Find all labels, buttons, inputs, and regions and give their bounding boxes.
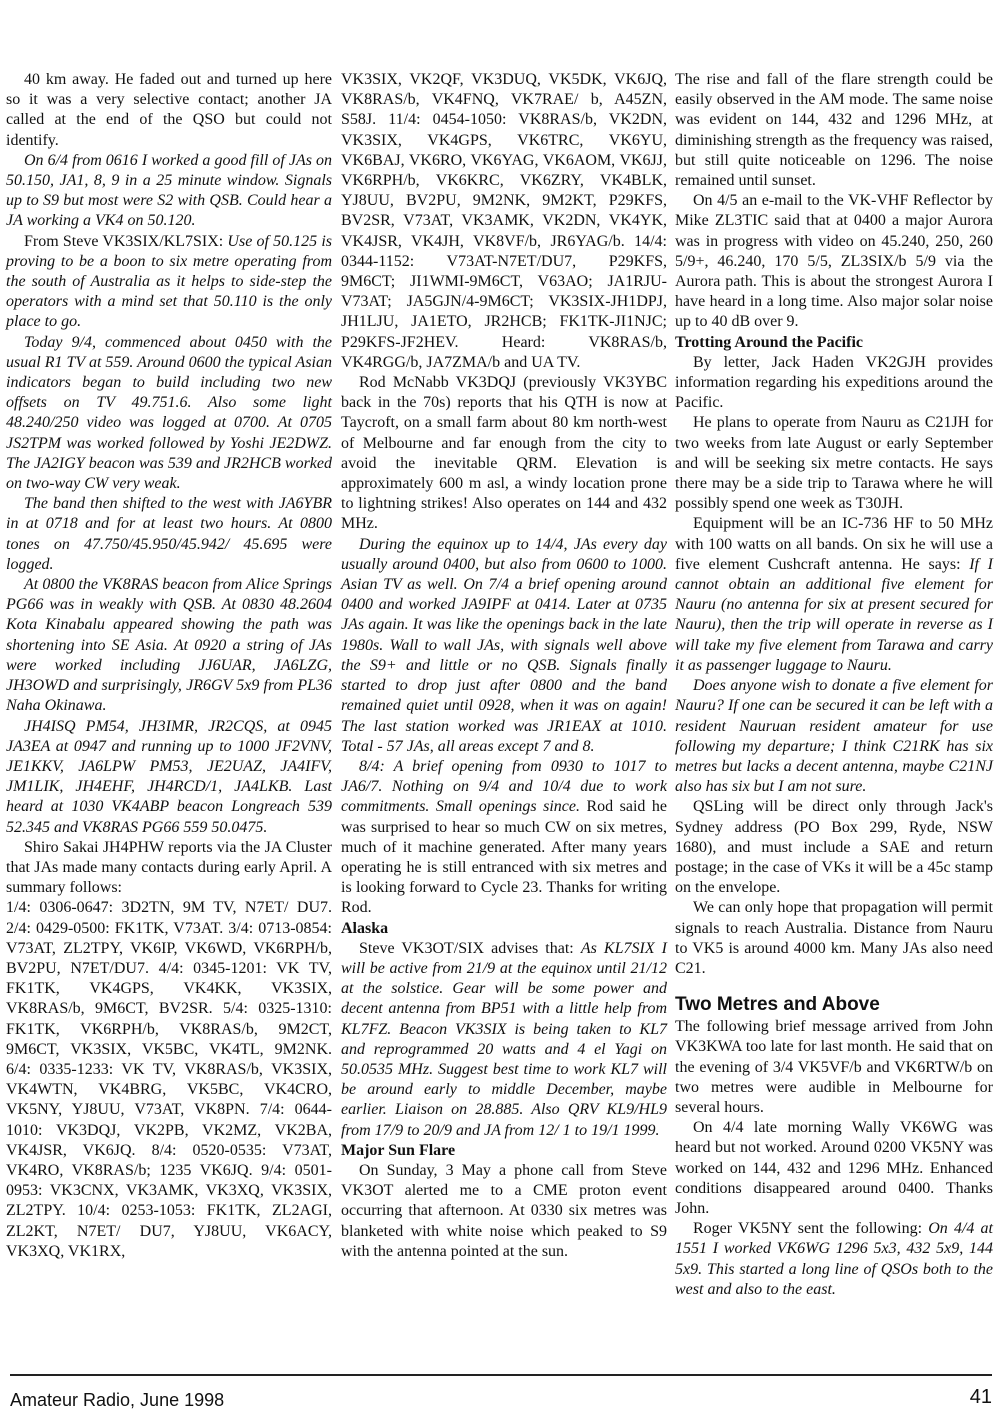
paragraph-text: Does anyone wish to donate a five element for Nauru? If one can be secured it can be left with a resident Nauruan resident amateur for use following my departure; I think C21RK has six metres but lacks a decent antenna, maybe C21NJ also has six but I am not sure.: [675, 677, 993, 796]
paragraph: [675, 1118, 993, 1219]
paragraph: [6, 898, 332, 1262]
paragraph: [6, 494, 332, 575]
paragraph-text: The band then shifted to the west with JA6YBR in at 0718 and for at least two hours. At 0800 tones on 47.750/45.950/45.942/ 45.695 were logged.: [6, 495, 332, 573]
column-2: [341, 70, 667, 1262]
paragraph: [675, 676, 993, 797]
paragraph: [341, 939, 667, 1141]
paragraph-text: Steve VK3OT/SIX advises that:: [359, 939, 581, 957]
paragraph-text: JH4ISQ PM54, JH3IMR, JR2CQS, at 0945 JA3EA at 0947 and running up to 1000 JF2VNV, JE1KKV, JA6LPW PM53, JE2UAZ, JA4IFV, JM1LIK, JH4EHF, JH4RCD/1, JA4LKB. Last heard at 1030 VK4ABP beacon Longreach 539 52.345 and VK8RAS PG66 559 50.0475.: [6, 717, 332, 836]
paragraph-text: At 0800 the VK8RAS beacon from Alice Springs PG66 was in weakly with QSB. At 0830 48.2604 Kota Kinabalu appeared showing the path was shortening into SE Asia. At 0920 a string of JAs were worked including JJ6UAR, JA6LZG, JH3OWD and surprisingly, JR6GV 5x9 from PL36 Naha Okinawa.: [6, 576, 332, 715]
paragraph: [6, 151, 332, 232]
paragraph-text: We can only hope that propagation will permit signals to reach Australia. Distance from Nauru to VK5 is around 4000 km. Many JAs also need C21.: [675, 899, 993, 977]
paragraph-italic-text: Use of 50.125 is proving to be a boon to six metre operating from the south of Australia as it helps to side-step the operators with a mind set that 50.110 is the only place to go.: [6, 232, 332, 331]
paragraph-text: 40 km away. He faded out and turned up here so it was a very selective contact; another JA called at the end of the QSO but could not identify.: [6, 71, 332, 149]
paragraph-text: Two Metres and Above: [675, 994, 880, 1016]
paragraph-text: Major Sun Flare: [341, 1141, 456, 1159]
subheading: [675, 333, 993, 353]
paragraph-text: QSLing will be direct only through Jack's Sydney address (PO Box 299, Ryde, NSW 1680), and must include a SAE and return postage; in the case of VKs it will be a 45c stamp on the envelope.: [675, 798, 993, 897]
paragraph-text: Shiro Sakai JH4PHW reports via the JA Cluster that JAs made many contacts during early April. A summary follows:: [6, 838, 332, 897]
paragraph-text: 8/4: A brief opening from 0930 to 1017 to JA6/7. Nothing on 9/4 and 10/4 due to work commitments. Small openings since.: [341, 757, 667, 816]
paragraph: [6, 70, 332, 151]
paragraph: [6, 232, 332, 333]
paragraph-text: VK3SIX, VK2QF, VK3DUQ, VK5DK, VK6JQ, VK8RAS/b, VK4FNQ, VK7RAE/ b, A45ZN, S58J. 11/4: 0454-1050: VK8RAS/b, VK2DN, VK3SIX, VK4GPS, VK6TRC, VK6YU, VK6BAJ, VK6RO, VK6YAG, VK6AOM, VK6JJ, VK6RPH/b, VK6KRC, VK6ZRY, VK4BLK, YJ8UU, BV2PU, 9M2NK, 9M2KT, P29KFS, BV2SR, V73AT, VK3AMK, VK2DN, VK4YK, VK4JSR, VK4JH, VK8VF/b, JR6YAG/b. 14/4: 0344-1152: V73AT-N7ET/DU7, P29KFS, 9M6CT; JI1WMI-9M6CT, V63AO; JA1RJU-V73AT; JA5GJN/4-9M6CT; VK3SIX-JH1DPJ, JH1LJU, JA1ETO, JR2HCB; FK1TK-JI1NJC; P29KFS-JF2HEV. Heard: VK8RAS/b, VK4RGG/b, JA7ZMA/b and UA TV.: [341, 71, 667, 371]
paragraph: [675, 413, 993, 514]
paragraph: [675, 797, 993, 898]
paragraph: [675, 353, 993, 414]
paragraph: [675, 191, 993, 332]
paragraph-text: He plans to operate from Nauru as C21JH for two weeks from late August or early September and will be seeking six metre contacts. He says there may be a side trip to Tarawa where he will possibly spend one week as T30JH.: [675, 414, 993, 513]
paragraph: [341, 1161, 667, 1262]
paragraph-text: On Sunday, 3 May a phone call from Steve VK3OT alerted me to a CME proton event occurring that afternoon. At 0330 six metres was blanketed with white noise which peaked to S9 with the antenna pointed at the sun.: [341, 1161, 667, 1260]
paragraph-text: Alaska: [341, 919, 389, 937]
paragraph-text: Trotting Around the Pacific: [675, 333, 863, 351]
paragraph-text: The following brief message arrived from John VK3KWA too late for last month. He said that on the evening of 3/4 VK5VF/b and VK6RTW/b on two metres were audible in Melbourne for several hours.: [675, 1018, 993, 1116]
paragraph-italic-text: As KL7SIX I will be active from 21/9 at the equinox until 21/12 at the solstice. Gear will be some power and decent antenna from BP51 with a little help from KL7FZ. Beacon VK3SIX is being taken to KL7 and reprogrammed 20 watts and 4 el Yagi on 50.0535 MHz. Suggest best time to work KL7 will be around early to middle December, maybe earlier. Liaison on 28.885. Also QRV KL9/HL9 from 17/9 to 20/9 and JA from 12/ 1 to 19/1 1999.: [341, 939, 668, 1139]
paragraph: [675, 1219, 993, 1300]
paragraph: [675, 70, 993, 191]
paragraph-text: On 6/4 from 0616 I worked a good fill of JAs on 50.150, JA1, 8, 9 in a 25 minute window. Signals up to S9 but most were S2 with QSB. Could hear a JA working a VK4 on 50.120.: [6, 151, 332, 230]
page-footer: [10, 1374, 992, 1410]
paragraph: [6, 717, 332, 838]
paragraph-italic-text: If I cannot obtain an additional five element for Nauru (no antenna for six at present secured for Nauru), then the trip will operate in reverse as I will take my five element from Tarawa and carry it as passenger luggage to Nauru.: [675, 555, 994, 674]
paragraph: [341, 757, 667, 919]
paragraph: [675, 1017, 993, 1118]
paragraph-text: 1/4: 0306-0647: 3D2TN, 9M TV, N7ET/ DU7. 2/4: 0429-0500: FK1TK, V73AT. 3/4: 0713-0854: V73AT, ZL2TPY, VK6IP, VK6WD, VK6RPH/b, BV2PU, N7ET/DU7. 4/4: 0345-1201: VK TV, FK1TK, VK4GPS, VK4KK, VK3SIX, VK8RAS/b, 9M6CT, BV2SR. 5/4: 0325-1310: FK1TK, VK6RPH/b, VK8RAS/b, 9M2CT, 9M6CT, VK3SIX, VK5BC, VK4TL, 9M2NK. 6/4: 0335-1233: VK TV, VK8RAS/b, VK3SIX, VK4WTN, VK4BRG, VK5BC, VK4CRO, VK5NY, YJ8UU, V73AT, VK8PN. 7/4: 0644-1010: VK3DQJ, VK2PB, VK2MZ, VK2BA, VK4JSR, VK6JQ. 8/4: 0520-0535: V73AT, VK4RO, VK8RAS/b; 1235 VK6JQ. 9/4: 0501-0953: VK3CNX, VK3AMK, VK3XQ, VK3SIX, ZL2TPY. 10/4: 0253-1053: FK1TK, ZL2AGI, ZL2KT, N7ET/ DU7, YJ8UU, VK6ACY, VK3XQ, VK1RX,: [6, 899, 332, 1260]
paragraph-text: From Steve VK3SIX/KL7SIX:: [24, 232, 228, 250]
paragraph: [341, 535, 667, 757]
paragraph-italic-text: On 4/4 at 1551 I worked VK6WG 1296 5x3, 432 5x9, 144 5x9. This started a long line of QSOs both to the west and also to the east.: [675, 1220, 994, 1298]
paragraph-text: The rise and fall of the flare strength could be easily observed in the AM mode. The same noise was evident on 144, 432 and 1296 MHz, at diminishing strength as the frequency was raised, but still quite noticeable on 1296. The noise remained until sunset.: [675, 71, 993, 190]
paragraph: [341, 70, 667, 373]
paragraph: [6, 333, 332, 495]
paragraph-text: Today 9/4, commenced about 0450 with the usual R1 TV at 559. Around 0600 the typical Asian indicators began to build including two new offsets on TV 49.751.6. Also some light 48.240/250 video was logged at 0700. At 0705 JS2TPM was worked followed by Yoshi JE2DWZ. The JA2IGY beacon was 539 and JR2HCB worked on two-way CW very weak.: [6, 333, 332, 493]
paragraph-normal-text: Rod said he was surprised to hear so much CW on six metres, much of it machine generated. After many years operating he is still entranced with six metres and is looking forward to Cycle 23. Thanks for writing Rod.: [341, 798, 667, 917]
paragraph-text: Equipment will be an IC-736 HF to 50 MHz with 100 watts on all bands. On six he will use a five element Cushcraft antenna. He says:: [675, 515, 993, 573]
paragraph-text: During the equinox up to 14/4, JAs every day usually around 0400, but also from 0600 to 1000. Asian TV as well. On 7/4 a brief opening around 0400 and worked JA9IPF at 0414. Later at 0735 JAs again. It was like the openings back in the late 1980s. Wall to wall JAs, with signals well above the S9+ and little or no QSB. Signals finally started to drop just after 0800 and the band remained quiet until 0928, when it was on again! The last station worked was JR1EAX at 1010. Total - 57 JAs, all areas except 7 and 8.: [341, 535, 667, 755]
subheading: [341, 1141, 667, 1161]
paragraph: [6, 838, 332, 899]
column-3: [675, 70, 993, 1300]
paragraph-text: On 4/4 late morning Wally VK6WG was heard but not worked. Around 0200 VK5NY was worked on 144, 432 and 1296 MHz. Enhanced conditions disappeared around 0400. Thanks John.: [675, 1119, 993, 1217]
paragraph: [341, 373, 667, 535]
page-number: 41: [969, 1386, 992, 1408]
paragraph-text: By letter, Jack Haden VK2GJH provides information regarding his expeditions around the Pacific.: [675, 353, 993, 412]
section-heading: [675, 993, 993, 1017]
publication-title: Amateur Radio, June 1998: [10, 1390, 225, 1410]
paragraph-text: Roger VK5NY sent the following:: [693, 1220, 929, 1238]
paragraph: [675, 514, 993, 676]
paragraph: [6, 575, 332, 716]
paragraph-text: Rod McNabb VK3DQJ (previously VK3YBC back in the 70s) reports that his QTH is now at Taycroft, on a small farm about 80 km north-west of Melbourne and far enough from the city to avoid the inevitable QRM. Elevation is approximately 600 m asl, a windy location prone to lightning strikes! Also operates on 144 and 432 MHz.: [341, 374, 667, 533]
column-1: [6, 70, 332, 1262]
paragraph: [675, 898, 993, 979]
subheading: [341, 919, 667, 939]
paragraph-text: On 4/5 an e-mail to the VK-VHF Reflector by Mike ZL3TIC said that at 0400 a major Aurora was in progress with video on 45.240, 250, 260 5/9+, 46.240, 170 5/5, ZL3SIX/b 5/9 via the Aurora path. This is about the strongest Aurora I have heard in a long time. Also major solar noise up to 40 dB over 9.: [675, 192, 993, 331]
